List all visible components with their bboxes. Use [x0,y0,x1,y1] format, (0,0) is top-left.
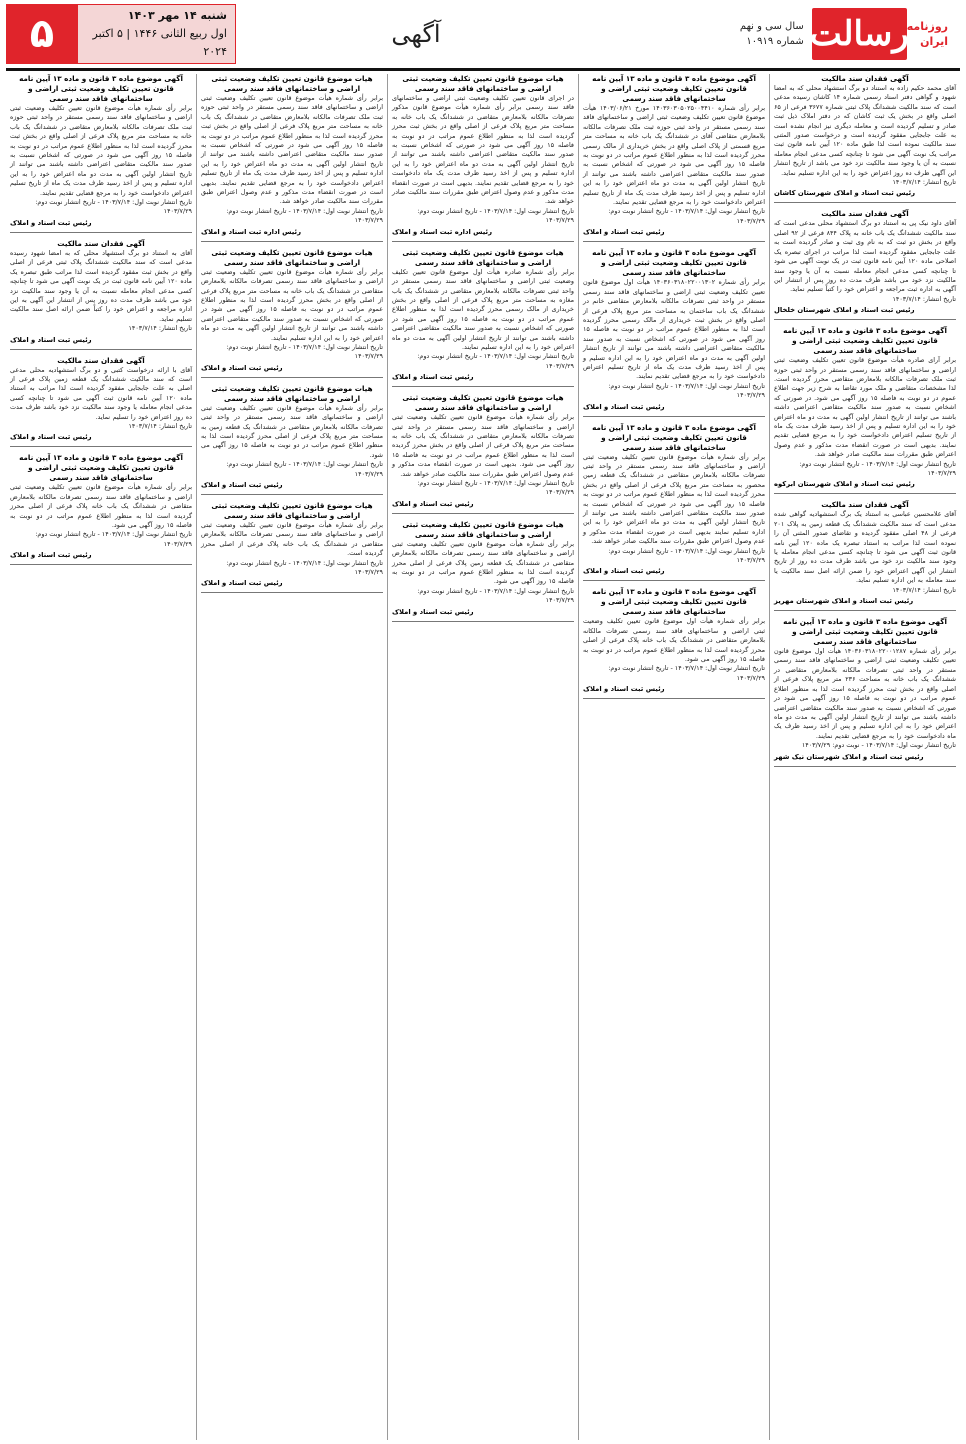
notice-divider [201,494,383,495]
notice-title: آگهی موضوع ماده ۳ قانون و ماده ۱۳ آیین نامه قانون تعیین تکلیف وضعیت ثبتی اراضی و ساختمانهای فاقد سند رسمی [592,587,756,617]
notice-date: تاریخ انتشار نوبت اول: ۱۴۰۳/۷/۱۴ - تاریخ انتشار نوبت دوم: ۱۴۰۳/۷/۲۹ [417,352,574,370]
notice-signature: رئیس ثبت اسناد و املاک [201,363,283,372]
notice-signature: رئیس ثبت اسناد و املاک [392,499,474,508]
notice-title: آگهی فقدان سند مالکیت [57,238,145,248]
legal-notice [774,326,956,494]
notice-divider [10,446,192,447]
legal-notice [392,520,574,622]
legal-notice [392,393,574,514]
legal-notice [10,453,192,565]
notice-signature: رئیس ثبت اسناد و املاک شهرستان مهریز [774,597,914,606]
notice-body: برابر رأی شماره هیأت موضوع قانون تعیین تکلیف وضعیت ثبتی اراضی و ساختمانهای فاقد سند رسمی تصرفات مالکانه بلامعارض متقاضی در ششدانگ یک قطعه زمین پلاک فرعی از اصلی محرز گردیده است لذا به منظور اطلاع عموم مراتب در دو نوبت به فاصله ۱۵ روز آگهی می شود. [392,539,574,586]
page-header [6,4,960,64]
notice-title: هیات موضوع قانون تعیین تکلیف وضعیت ثبتی اراضی و ساختمانهای فاقد سند رسمی [402,74,564,93]
legal-notice [201,74,383,242]
notice-body: برابر رأی شماره ۱۴۰۳۶۰۳۱۸۰۲۲۰۰۱۲۸۷ هیأت اول موضوع قانون تعیین تکلیف وضعیت ثبتی اراضی و ساختمانهای فاقد سند رسمی مستقر در واحد ثبتی تصرفات مالکانه بلامعارض متقاضی در ششدانگ یک باب خانه به مساحت ۲۳۶ متر مربع پلاک فرعی از اصلی واقع در بخش ثبت محرز گردیده است لذا به منظور اطلاع عموم مراتب در دو نوبت به فاصله ۱۵ روز آگهی می شود در صورتی که اشخاص نسبت به صدور سند مالکیت متقاضی اعتراضی داشته باشند می توانند از تاریخ انتشار اولین آگهی به مدت دو ماه اعتراض خود را به این اداره تسلیم و پس از اخذ رسید ظرف یک ماه دادخواست خود را به مرجع قضایی تقدیم نمایند. [774,647,957,740]
notice-date: تاریخ انتشار نوبت اول: ۱۴۰۳/۷/۱۴ - تاریخ انتشار نوبت دوم: ۱۴۰۳/۷/۲۹ [608,546,765,565]
notice-body: آقای به استناد دو برگ استشهاد محلی که به امضا شهود رسیده مدعی است که سند مالکیت ششدانگ پلاک ثبتی فرعی از اصلی واقع در بخش ثبت مفقود گردیده است لذا مراتب طبق تبصره یک ماده ۱۲۰ آیین نامه قانون ثبت در یک نوبت آگهی می شود تا چنانچه کسی مدعی انجام معامله نسبت به آن یا وجود سند مالکیت نزد خود می باشد ظرف مدت ده روز پس از انتشار این آگهی به این اداره مراجعه و اعتراض خود را کتباً ضمن ارائه اصل سند مالکیت تسلیم نماید. [10,248,192,323]
legal-notice [774,74,956,203]
notice-title: آگهی فقدان سند مالکیت [821,500,909,510]
notice-date: تاریخ انتشار نوبت اول: ۱۴۰۳/۷/۱۴ - تاریخ انتشار نوبت دوم: ۱۴۰۳/۷/۲۹ [608,381,765,400]
notice-divider [392,513,574,514]
notice-divider [10,564,192,565]
notice-column [769,74,960,1440]
notice-signature: رئیس ثبت اسناد و املاک [583,567,665,576]
notice-title: هیات موضوع قانون تعیین تکلیف وضعیت ثبتی اراضی و ساختمانهای فاقد سند رسمی [402,247,564,267]
notice-signature: رئیس اداره ثبت اسناد و املاک [201,227,301,236]
notice-title: آگهی موضوع ماده ۳ قانون و ماده ۱۳ آیین نامه قانون تعیین تکلیف وضعیت ثبتی اراضی و ساختمانهای فاقد سند رسمی [19,453,183,483]
legal-notice [583,248,765,416]
notice-body: آقای با ارائه درخواست کتبی و دو برگ استشهادیه محلی مدعی است که سند مالکیت ششدانگ یک قطعه زمین پلاک فرعی از اصلی به علت جابجایی مفقود گردیده است لذا مراتب به استناد ماده ۱۲۰ آیین نامه قانون ثبت آگهی می شود تا چنانچه کسی مدعی انجام معامله یا وجود سند مالکیت نزد خود باشد ظرف مدت ده روز اعتراض خود را تسلیم نماید. [10,365,192,421]
notice-title: آگهی فقدان سند مالکیت [821,74,909,83]
legal-notice [201,501,383,593]
notice-date: تاریخ انتشار نوبت اول: ۱۴۰۳/۷/۱۴ - تاریخ انتشار نوبت دوم: ۱۴۰۳/۷/۲۹ [417,586,574,605]
masthead [596,4,960,64]
notice-divider [392,241,574,242]
date-other: اول ربیع الثانی ۱۴۴۶ | ۵ اکتبر ۲۰۲۴ [92,27,227,58]
notice-divider [10,232,192,233]
notice-divider [392,621,574,622]
notice-column [6,74,196,1440]
notice-divider [583,580,765,581]
legal-notice [392,74,574,242]
notice-body: برابر رأی شماره هیأت موضوع قانون تعیین تکلیف وضعیت ثبتی اراضی و ساختمانهای فاقد سند رسمی مستقر در واحد ثبتی تصرفات مالکانه بلامعارض متقاضی در ششدانگ یک قطعه زمین به مساحت متر مربع پلاک فرعی از اصلی محرز گردیده است لذا به منظور اطلاع عموم مراتب در دو نوبت به فاصله ۱۵ روز آگهی می شود. [201,403,383,459]
page-number: ۵ [6,4,78,64]
notice-title: آگهی موضوع ماده ۳ قانون و ماده ۱۳ آیین نامه قانون تعیین تکلیف وضعیت ثبتی اراضی و ساختمانهای فاقد سند رسمی [19,74,183,103]
notice-body: برابر رأی شماره هیأت موضوع قانون تعیین تکلیف وضعیت ثبتی اراضی و ساختمانهای فاقد سند رسمی مستقر در واحد ثبتی حوزه ثبت ملک تصرفات مالکانه بلامعارض متقاضی در ششدانگ یک باب خانه به مساحت متر مربع پلاک فرعی از اصلی واقع در بخش ثبت محرز گردیده است لذا به منظور اطلاع عموم مراتب در دو نوبت به فاصله ۱۵ روز آگهی می شود در صورتی که اشخاص نسبت به صدور سند مالکیت متقاضی اعتراضی داشته باشند می توانند از تاریخ انتشار اولین آگهی به مدت دو ماه اعتراض خود را به این اداره تسلیم و پس از اخذ رسید ظرف مدت یک ماه از تاریخ تسلیم اعتراض دادخواست خود را به مرجع قضایی تقدیم نمایند. [10,104,192,197]
notice-body: برابر رأی شماره هیأت موضوع قانون تعیین تکلیف وضعیت ثبتی اراضی و ساختمانهای فاقد سند رسمی تصرفات مالکانه بلامعارض متقاضی در ششدانگ یک باب خانه پلاک فرعی از اصلی محرز گردیده است. [201,521,383,558]
legal-notice [201,384,383,495]
notice-divider [201,241,383,242]
legal-notice [10,239,192,350]
notice-body: برابر رأی شماره هیأت اول موضوع قانون تعیین تکلیف وضعیت ثبتی اراضی و ساختمانهای فاقد سند رسمی تصرفات مالکانه بلامعارض متقاضی در ششدانگ یک باب خانه پلاک فرعی از اصلی محرز گردیده است لذا به منظور اطلاع عموم مراتب در دو نوبت به فاصله ۱۵ روز آگهی می شود. [583,617,765,664]
notice-divider [392,386,574,387]
notice-date: تاریخ انتشار: ۱۴۰۳/۷/۱۴ [128,421,192,430]
notice-title: هیات موضوع قانون تعیین تکلیف وضعیت ثبتی اراضی و ساختمانهای فاقد سند رسمی [211,74,373,93]
notice-title: آگهی موضوع ماده ۳ قانون و ماده ۱۳ آیین نامه قانون تعیین تکلیف وضعیت ثبتی اراضی و ساختمانهای فاقد سند رسمی [592,248,756,278]
date-persian: شنبه ۱۴ مهر ۱۴۰۳ [127,9,227,22]
notice-divider [774,766,956,767]
notice-date: تاریخ انتشار نوبت اول: ۱۴۰۳/۷/۱۴ - تاریخ انتشار نوبت دوم: ۱۴۰۳/۷/۲۹ [608,664,765,682]
notice-title: آگهی فقدان سند مالکیت [57,355,145,365]
notice-title: هیات موضوع قانون تعیین تکلیف وضعیت ثبتی اراضی و ساختمانهای فاقد سند رسمی [211,247,373,267]
notice-signature: رئیس ثبت اسناد و املاک [10,335,92,344]
newspaper-logo: رسالت [812,8,907,60]
notice-signature: رئیس ثبت اسناد و املاک [10,551,92,560]
header-rule [6,68,960,71]
legal-notice [583,74,765,242]
masthead-meta [907,19,948,49]
notice-date: تاریخ انتشار نوبت اول: ۱۴۰۳/۷/۱۴ - تاریخ انتشار نوبت دوم: ۱۴۰۳/۷/۲۹ [226,460,383,478]
notice-body: برابر رأی شماره هیأت موضوع قانون تعیین تکلیف وضعیت ثبتی اراضی و ساختمانهای فاقد سند رسمی مستقر در واحد ثبتی تصرفات مالکانه بلامعارض متقاضی در ششدانگ یک باب خانه به مساحت متر مربع پلاک فرعی از اصلی واقع در بخش محرز گردیده است لذا به منظور اطلاع عموم مراتب در دو نوبت به فاصله ۱۵ روز آگهی می شود. بدیهی است در صورت انقضاء مدت مذکور و عدم وصول اعتراض طبق مقررات سند مالکیت صادر خواهد شد. [392,413,574,478]
notice-title: هیات موضوع قانون تعیین تکلیف وضعیت ثبتی اراضی و ساختمانهای فاقد سند رسمی [402,519,564,539]
notice-column [387,74,578,1440]
notice-date: تاریخ انتشار نوبت اول: ۱۴۰۳/۷/۱۴ - تاریخ انتشار نوبت دوم: ۱۴۰۳/۷/۲۹ [799,459,956,477]
notice-body: برابر رأی شماره ۱۴۰۳۶۰۳۰۵۰۲۵۰۰۴۴۱۰ مورخ ۱۴۰۳/۰۶/۲۱ هیأت موضوع قانون تعیین تکلیف وضعیت ثبتی اراضی و ساختمانهای فاقد سند رسمی مستقر در واحد ثبتی حوزه ثبت ملک تصرفات مالکانه بلامعارض متقاضی آقای در ششدانگ یک باب خانه به مساحت متر مربع قسمتی از پلاک اصلی واقع در بخش خریداری از مالک رسمی محرز گردیده است لذا به منظور اطلاع عموم مراتب در دو نوبت به فاصله ۱۵ روز آگهی می شود در صورتی که اشخاص نسبت به صدور سند مالکیت متقاضی اعتراضی داشته باشند می توانند از تاریخ انتشار اولین آگهی به مدت دو ماه اعتراض خود را به این اداره تسلیم و پس از اخذ رسید ظرف مدت یک ماه از تاریخ تسلیم اعتراض دادخواست خود را به مرجع قضایی تقدیم نمایند. [583,104,766,207]
legal-notice [201,248,383,378]
page-info [6,4,236,64]
brand-small-label: روزنامه [906,20,948,33]
brand-country-label: ایران [920,35,948,48]
notice-date: تاریخ انتشار نوبت اول: ۱۴۰۳/۷/۱۴ - تاریخ انتشار نوبت دوم: ۱۴۰۳/۷/۲۹ [417,479,574,497]
notice-title: هیات موضوع قانون تعیین تکلیف وضعیت ثبتی اراضی و ساختمانهای فاقد سند رسمی [402,393,564,413]
issue-number: شماره ۱۰۹۱۹ [746,36,804,47]
legal-notice [10,74,192,233]
notice-title: آگهی فقدان سند مالکیت [821,209,909,219]
notice-body: آقای داود نیک پی به استناد دو برگ استشهاد محلی مدعی است که سند مالکیت ششدانگ یک باب خانه به پلاک ۸۴۴ فرعی از ۹۲ اصلی واقع در بخش دو ثبت که به نام وی ثبت و صادر گردیده است به علت جابجایی مفقود گردیده است لذا مراتب در اجرای تبصره یک اصلاحی ماده ۱۲۰ آیین نامه قانون ثبت در یک نوبت آگهی می شود تا چنانچه کسی مدعی انجام معامله نسبت به آن یا وجود سند مالکیت نزد خود می باشد ظرف مدت ده روز پس از انتشار این آگهی به اداره ثبت مراجعه و اعتراض خود را کتباً تسلیم نماید. [774,219,956,294]
notice-divider [201,377,383,378]
notice-title: آگهی موضوع ماده ۳ قانون و ماده ۱۳ آیین نامه قانون تعیین تکلیف وضعیت ثبتی اراضی و ساختمانهای فاقد سند رسمی [783,326,947,356]
notice-signature: رئیس ثبت اسناد و املاک [392,607,474,616]
year-label: سال سی و نهم [739,21,804,32]
issue-meta [740,19,804,49]
notice-signature: رئیس ثبت اسناد و املاک [201,481,283,489]
notice-date: تاریخ انتشار نوبت اول: ۱۴۰۳/۷/۱۴ - تاریخ انتشار نوبت دوم: ۱۴۰۳/۷/۲۹ [35,530,192,548]
section-header [236,4,596,64]
notice-divider [774,493,956,494]
notice-divider [583,416,765,417]
notice-signature: رئیس ثبت اسناد و املاک [201,579,283,588]
notice-divider [10,349,192,350]
notice-divider [583,698,765,699]
notice-body: برابر رأی شماره ۱۴۰۳۶۰۳۱۸۰۲۲۰۰۱۳۰۲ هیأت اول موضوع قانون تعیین تکلیف وضعیت ثبتی اراضی و ساختمانهای فاقد سند رسمی مستقر در واحد ثبتی تصرفات مالکانه بلامعارض متقاضی خانم در ششدانگ یک باب ساختمان به مساحت متر مربع پلاک فرعی از اصلی واقع در بخش ثبت خریداری از مالک رسمی محرز گردیده است لذا به منظور اطلاع عموم مراتب در دو نوبت به فاصله ۱۵ روز آگهی می شود در صورتی که اشخاص نسبت به صدور سند مالکیت متقاضی اعتراضی داشته باشند می توانند از تاریخ انتشار اولین آگهی به مدت دو ماه اعتراض خود را به این اداره تسلیم و پس از اخذ رسید ظرف مدت یک ماه از تاریخ تسلیم اعتراض دادخواست خود را به مرجع قضایی تقدیم نمایند. [583,278,765,381]
notice-body: برابر رأی شماره هیأت موضوع قانون تعیین تکلیف وضعیت ثبتی اراضی و ساختمانهای فاقد سند رسمی مستقر در واحد ثبتی تصرفات مالکانه بلامعارض متقاضی در ششدانگ یک قطعه زمین محصور به مساحت متر مربع پلاک فرعی از اصلی واقع در بخش محرز گردیده است لذا به منظور اطلاع عموم مراتب در دو نوبت به فاصله ۱۵ روز آگهی می شود در صورتی که اشخاص نسبت به صدور سند مالکیت متقاضی اعتراضی داشته باشند می توانند از تاریخ انتشار اولین آگهی به مدت دو ماه اعتراض خود را به این اداره تسلیم نمایند بدیهی است در صورت انقضاء مدت مذکور و عدم وصول اعتراض طبق مقررات سند مالکیت صادر خواهد شد. [583,452,765,546]
notice-date: تاریخ انتشار نوبت اول: ۱۴۰۳/۷/۱۴ - تاریخ انتشار نوبت دوم: ۱۴۰۳/۷/۲۹ [226,342,383,361]
notice-title: آگهی موضوع ماده ۳ قانون و ماده ۱۳ آیین نامه قانون تعیین تکلیف وضعیت ثبتی اراضی و ساختمانهای فاقد سند رسمی [592,422,756,452]
notice-divider [201,592,383,593]
notice-divider [583,241,765,242]
notice-signature: رئیس ثبت اسناد و املاک [583,402,665,411]
notice-body: برابر آرای صادره هیأت موضوع قانون تعیین تکلیف وضعیت ثبتی اراضی و ساختمانهای فاقد سند رسمی مستقر در واحد ثبتی حوزه ثبت ملک تصرفات مالکانه بلامعارض متقاضی محرز گردیده است. لذا مشخصات متقاضی و ملک مورد تقاضا به شرح زیر جهت اطلاع عموم در دو نوبت به فاصله ۱۵ روز آگهی می شود. در صورتی که اشخاص نسبت به صدور سند مالکیت متقاضی اعتراضی داشته باشند می توانند از تاریخ انتشار اولین آگهی به مدت دو ماه اعتراض خود را به این اداره تسلیم و پس از اخذ رسید ظرف مدت یک ماه از تاریخ تسلیم اعتراض دادخواست خود را به مرجع قضایی تقدیم نمایند. بدیهی است در صورت انقضاء مدت مذکور و عدم وصول اعتراض طبق مقررات سند مالکیت صادر خواهد شد. [774,356,957,459]
notice-body: برابر رأی شماره صادره هیأت اول موضوع قانون تعیین تکلیف وضعیت ثبتی اراضی و ساختمانهای فاقد سند رسمی مستقر در واحد ثبتی تصرفات مالکانه بلامعارض متقاضی در ششدانگ یک باب مغازه به مساحت متر مربع پلاک فرعی از اصلی واقع در بخش خریداری از مالک رسمی محرز گردیده است لذا به منظور اطلاع عموم مراتب در دو نوبت به فاصله ۱۵ روز آگهی می شود در صورتی که اشخاص نسبت به صدور سند مالکیت متقاضی اعتراضی داشته باشند می توانند از تاریخ انتشار اولین آگهی به مدت دو ماه اعتراض خود را به این اداره تسلیم نمایند. [392,267,575,351]
legal-notice [392,248,574,387]
notice-signature: رئیس ثبت اسناد و املاک شهرستان نیک شهر [774,752,924,761]
notice-body: برابر رأی شماره هیأت موضوع قانون تعیین تکلیف وضعیت ثبتی اراضی و ساختمانهای فاقد سند رسمی تصرفات مالکانه بلامعارض متقاضی در ششدانگ یک باب خانه پلاک فرعی از اصلی محرز گردیده است لذا به منظور اطلاع عموم مراتب در دو نوبت به فاصله ۱۵ روز آگهی می شود. [10,483,192,529]
notice-column [578,74,769,1440]
notice-signature: رئیس ثبت اسناد و املاک [392,373,474,382]
notice-signature: رئیس ثبت اسناد و املاک شهرستان خلخال [774,306,915,315]
newspaper-page [0,4,966,1444]
notice-divider [774,610,956,611]
notice-columns [6,74,960,1440]
notice-column [196,74,387,1440]
notice-body: برابر رأی شماره هیأت موضوع قانون تعیین تکلیف وضعیت ثبتی اراضی و ساختمانهای فاقد سند رسمی تصرفات مالکانه بلامعارض متقاضی در ششدانگ یک باب خانه به مساحت متر مربع پلاک فرعی از اصلی واقع در بخش محرز گردیده است لذا به منظور اطلاع عموم مراتب در دو نوبت به فاصله ۱۵ روز آگهی می شود در صورتی که اشخاص نسبت به صدور سند مالکیت متقاضی اعتراضی داشته باشند می توانند از تاریخ انتشار اولین آگهی به مدت دو ماه اعتراض خود را به این اداره تسلیم نمایند. [201,267,384,342]
notice-date: تاریخ انتشار نوبت اول: ۱۴۰۳/۷/۱۴ - تاریخ انتشار نوبت دوم: ۱۴۰۳/۷/۲۹ [226,206,383,225]
legal-notice [774,617,956,766]
notice-divider [774,202,956,203]
notice-signature: رئیس ثبت اسناد و املاک شهرستان کاشان [774,189,916,198]
legal-notice [10,356,192,448]
notice-date: تاریخ انتشار نوبت اول: ۱۴۰۳/۷/۱۴ - تاریخ انتشار نوبت دوم: ۱۴۰۳/۷/۲۹ [226,558,383,577]
notice-date: تاریخ انتشار: ۱۴۰۳/۷/۱۴ [892,585,956,594]
notice-body: آقای غلامحسین عباسی به استناد یک برگ استشهادیه گواهی شده مدعی است که سند مالکیت ششدانگ یک قطعه زمین به پلاک ۲۰۱ فرعی از ۴۸ اصلی مفقود گردیده و تقاضای صدور المثنی آن را نموده است لذا مراتب به استناد تبصره یک ماده ۱۲۰ آیین نامه قانون ثبت آگهی می شود تا چنانچه کسی مدعی انجام معامله یا وجود سند مالکیت نزد خود می باشد ظرف مدت ده روز از تاریخ انتشار این آگهی اعتراض خود را ضمن ارائه اصل سند مالکیت یا سند معامله به این اداره تسلیم نماید. [774,510,956,585]
notice-signature: رئیس ثبت اسناد و املاک [10,218,92,227]
notice-title: هیات موضوع قانون تعیین تکلیف وضعیت ثبتی اراضی و ساختمانهای فاقد سند رسمی [211,383,373,403]
notice-signature: رئیس ثبت اسناد و املاک [583,228,665,237]
notice-date: تاریخ انتشار: ۱۴۰۳/۷/۱۴ [892,294,956,303]
notice-date: تاریخ انتشار نوبت اول: ۱۴۰۳/۷/۱۴ - تاریخ انتشار نوبت دوم: ۱۴۰۳/۷/۲۹ [608,207,765,225]
notice-divider [774,319,956,320]
notice-signature: رئیس ثبت اسناد و املاک [10,433,92,442]
notice-signature: رئیس ثبت اسناد و املاک شهرستان ابرکوه [774,480,915,489]
date-block [78,4,236,64]
notice-body: برابر رأی شماره هیأت موضوع قانون تعیین تکلیف وضعیت ثبتی اراضی و ساختمانهای فاقد سند رسمی مستقر در واحد ثبتی حوزه ثبت ملک تصرفات مالکانه بلامعارض متقاضی در ششدانگ یک باب خانه به مساحت متر مربع پلاک فرعی از اصلی واقع در بخش ثبت محرز گردیده است لذا به منظور اطلاع عموم مراتب در دو نوبت به فاصله ۱۵ روز آگهی می شود در صورتی که اشخاص نسبت به صدور سند مالکیت متقاضی اعتراضی داشته باشند می توانند از تاریخ انتشار اولین آگهی به مدت دو ماه اعتراض خود را به این اداره تسلیم و پس از اخذ رسید ظرف مدت یک ماه از تاریخ تسلیم اعتراض دادخواست خود را به مرجع قضایی تقدیم نمایند. بدیهی است در صورت انقضاء مدت مذکور و عدم وصول اعتراض طبق مقررات سند مالکیت صادر خواهد شد. [201,94,383,206]
notice-date: تاریخ انتشار: ۱۴۰۳/۷/۱۴ [128,324,192,333]
notice-body: آقای محمد حکیم زاده به استناد دو برگ استشهاد محلی که به امضا شهود و گواهی دفتر اسناد رسمی شماره ۱۴ کاشان رسیده مدعی است که سند مالکیت ششدانگ پلاک ثبتی شماره ۳۶۷۷ فرعی از ۶۵ اصلی واقع در بخش یک ثبت کاشان که در دفتر املاک ذیل ثبت صادر و تسلیم گردیده است و معامله دیگری نیز انجام نشده است به علت جابجایی مفقود گردیده است و درخواست صدور المثنی سند مالکیت نموده است لذا طبق ماده ۱۲۰ آیین نامه قانون ثبت مراتب یک نوبت آگهی می شود تا چنانچه کسی مدعی انجام معامله نسبت به آن یا وجود سند مالکیت نزد خود می باشد از تاریخ انتشار این آگهی ظرف ده روز اعتراض خود را به این اداره تسلیم نماید. [774,84,956,177]
notice-date: تاریخ انتشار نوبت اول: ۱۴۰۳/۷/۱۴ - تاریخ انتشار نوبت دوم: ۱۴۰۳/۷/۲۹ [35,198,192,216]
notice-body: در اجرای قانون تعیین تکلیف وضعیت ثبتی اراضی و ساختمانهای فاقد سند رسمی برابر رأی شماره هیأت موضوع قانون مذکور تصرفات مالکانه بلامعارض متقاضی در ششدانگ یک باب خانه به مساحت متر مربع پلاک فرعی از اصلی واقع در بخش ثبت محرز گردیده است لذا به منظور اطلاع عموم مراتب در دو نوبت به فاصله ۱۵ روز آگهی می شود در صورتی که اشخاص نسبت به صدور سند مالکیت متقاضی اعتراضی داشته باشند می توانند از تاریخ انتشار اولین آگهی به مدت دو ماه اعتراض خود را به این اداره تسلیم و پس از اخذ رسید ظرف مدت یک ماه دادخواست خود را به مرجع قضایی تقدیم نمایند. بدیهی است در صورت انقضاء مدت مذکور و عدم وصول اعتراض طبق مقررات سند مالکیت صادر خواهد شد. [392,94,574,206]
legal-notice [774,209,956,320]
section-title: آگهی [391,20,441,48]
notice-signature: رئیس ثبت اسناد و املاک [583,685,665,694]
notice-date: تاریخ انتشار نوبت اول: ۱۴۰۳/۷/۱۴ - تاریخ انتشار نوبت دوم: ۱۴۰۳/۷/۲۹ [417,206,574,225]
notice-title: هیات موضوع قانون تعیین تکلیف وضعیت ثبتی اراضی و ساختمانهای فاقد سند رسمی [211,501,373,520]
legal-notice [774,500,956,611]
legal-notice [583,587,765,699]
notice-signature: رئیس اداره ثبت اسناد و املاک [392,227,492,236]
legal-notice [583,423,765,582]
notice-title: آگهی موضوع ماده ۳ قانون و ماده ۱۳ آیین نامه قانون تعیین تکلیف وضعیت ثبتی اراضی و ساختمانهای فاقد سند رسمی [783,617,947,647]
notice-title: آگهی موضوع ماده ۳ قانون و ماده ۱۳ آیین نامه قانون تعیین تکلیف وضعیت ثبتی اراضی و ساختمانهای فاقد سند رسمی [592,74,756,103]
notice-date: تاریخ انتشار نوبت اول: ۱۴۰۳/۷/۱۴ - نوبت دوم: ۱۴۰۳/۷/۲۹ [801,741,956,750]
notice-date: تاریخ انتشار: ۱۴۰۳/۷/۱۴ [892,178,956,187]
